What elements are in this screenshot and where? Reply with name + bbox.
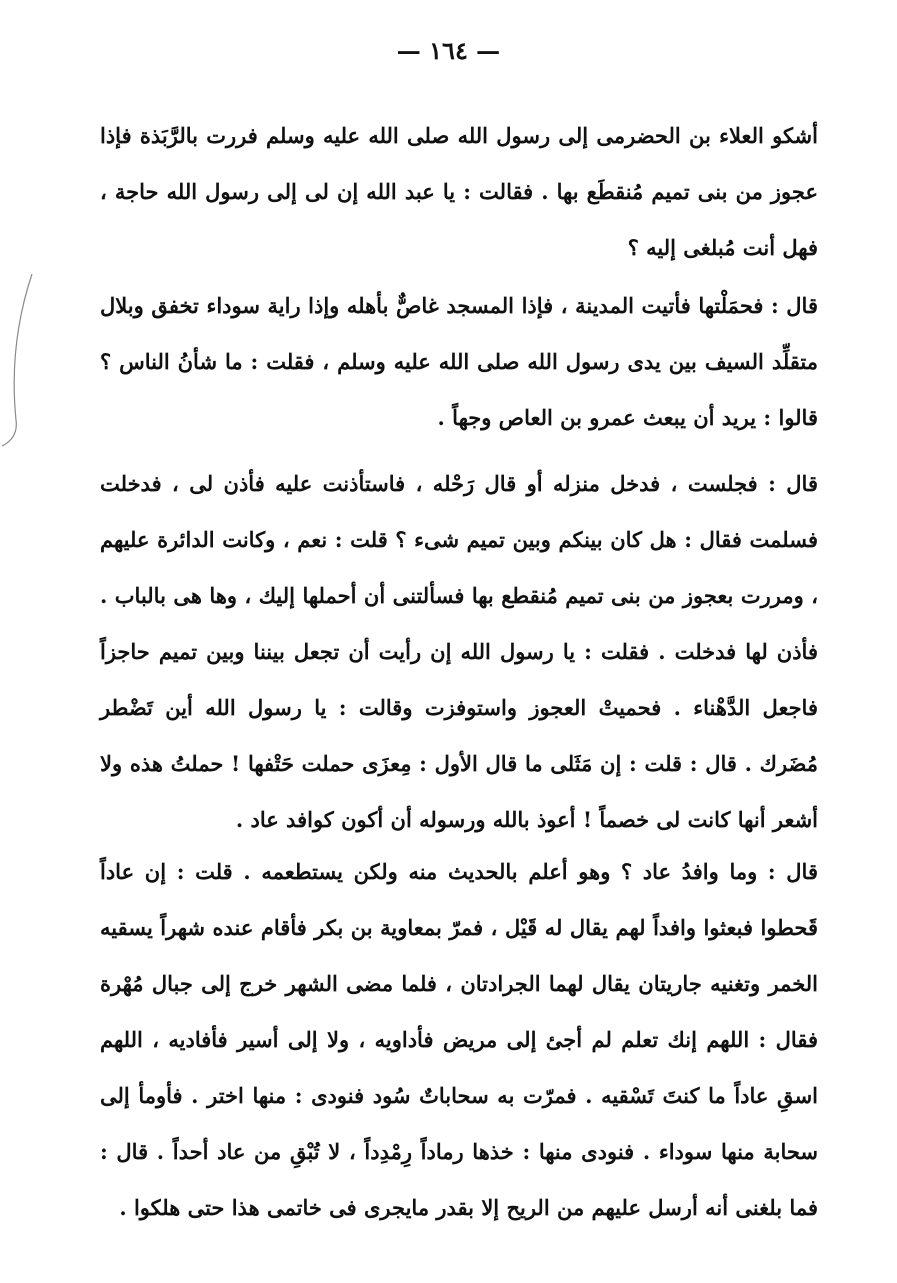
paragraph-2 (100, 278, 818, 446)
paragraph-text: قال : فجلست ، فدخل منزله أو قال رَحْله ، فاستأذنت عليه فأذن لى ، فدخلت فسلمت فقال : هل كان بينكم وبين تميم شىء ؟ قلت : نعم ، وكانت الدائرة عليهم ، ومررت بعجوز من بنى تميم مُنقطع بها فسألتنى أن أحملها إليك ، وها هى بالباب . فأذن لها فدخلت . فقلت : يا رسول الله إن رأيت أن تجعل بيننا وبين تميم حاجزاً فاجعل الدَّهْناء . فحميتْ العجوز واستوفزت وقالت : يا رسول الله أين تَضْطر مُضَرك . قال : قلت : إن مَثَلى ما قال الأول : مِعزَى حملت حَتْفها ! حملتُ هذه ولا أشعر أنها كانت لى خصماً ! أعوذ بالله ورسوله أن أكون كوافد عاد . (100, 471, 818, 832)
paragraph-3 (100, 456, 818, 848)
paragraph-text: قال : فحمَلْتها فأتيت المدينة ، فإذا المسجد غاصٌّ بأهله وإذا راية سوداء تخفق وبلال متقلِّد السيف بين يدى رسول الله صلى الله عليه وسلم ، فقلت : ما شأنُ الناس ؟ قالوا : يريد أن يبعث عمرو بن العاص وجهاً . (100, 293, 818, 430)
paragraph-text: أشكو العلاء بن الحضرمى إلى رسول الله صلى الله عليه وسلم فررت بالرَّبَذة فإذا عجوز من بنى تميم مُنقطَع بها . فقالت : يا عبد الله إن لى إلى رسول الله حاجة ، فهل أنت مُبلغى إليه ؟ (100, 123, 818, 260)
paragraph-1 (100, 108, 818, 276)
margin-pencil-mark (0, 270, 40, 450)
paragraph-text: قال : وما وافدُ عاد ؟ وهو أعلم بالحديث منه ولكن يستطعمه . قلت : إن عاداً قَحطوا فبعثوا وافداً لهم يقال له قَيْل ، فمرّ بمعاوية بن بكر فأقام عنده شهراً يسقيه الخمر وتغنيه جاريتان يقال لهما الجرادتان ، فلما مضى الشهر خرج إلى جبال مُهْرة فقال : اللهم إنك تعلم لم أجئ إلى مريض فأداويه ، ولا إلى أسير فأفاديه ، اللهم اسقِ عاداً ما كنتَ تَسْقيه . فمرّت به سحاباتٌ سُود فنودى : منها اختر . فأومأ إلى سحابة منها سوداء . فنودى منها : خذها رماداً رِمْدِداً ، لا تُبْقِ من عاد أحداً . قال : فما بلغنى أنه أرسل عليهم من الريح إلا بقدر مايجرى فى خاتمى هذا حتى هلكوا . (100, 859, 818, 1220)
paragraph-4 (100, 844, 818, 1236)
page-number: — ١٦٤ — (396, 36, 501, 65)
